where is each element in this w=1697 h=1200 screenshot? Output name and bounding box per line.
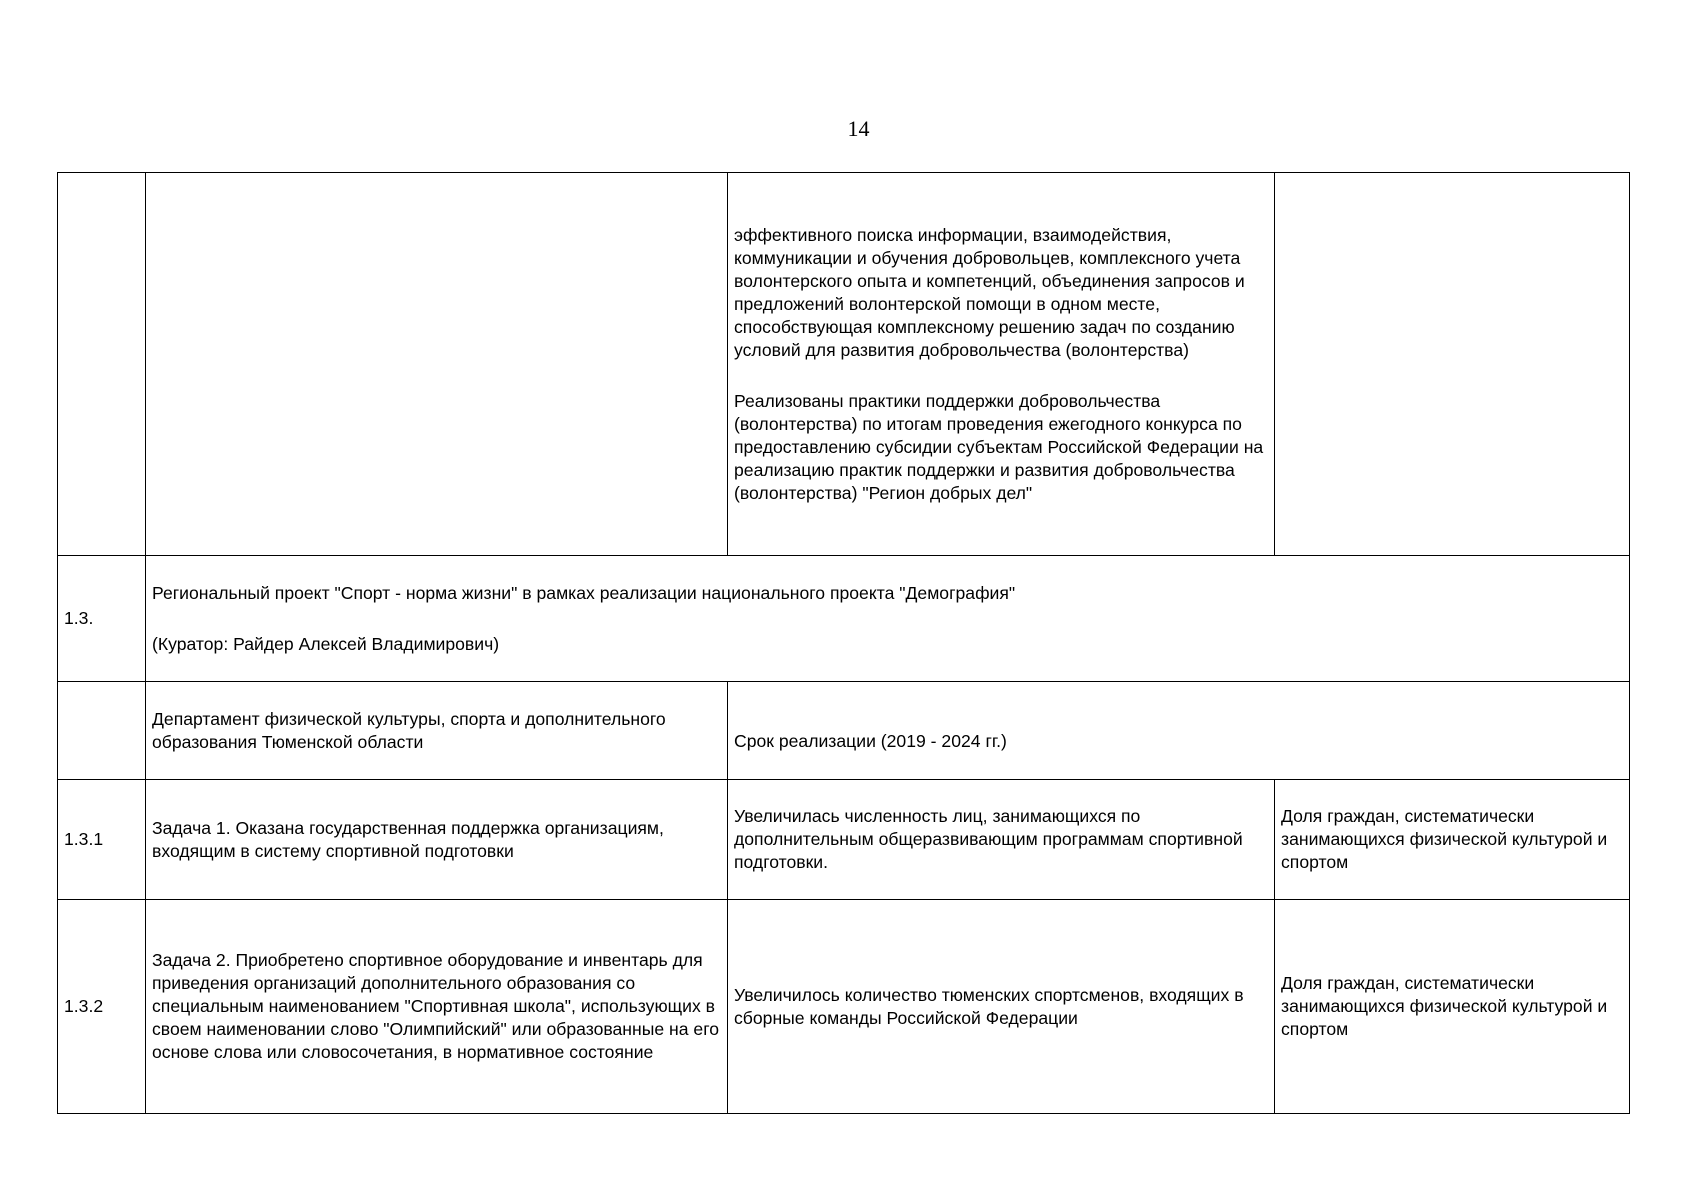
indicator-cell: Доля граждан, систематически занимающихся физической культурой и спортом xyxy=(1275,780,1630,900)
project-title: Региональный проект "Спорт - норма жизни" в рамках реализации национального проекта "Демография" xyxy=(152,582,1016,603)
result-paragraph: эффективного поиска информации, взаимодействия, коммуникации и обучения добровольцев, комплексного учета волонтерского опыта и компетенций, объединения запросов и предложений волонтерской помощи в одном месте, способствующая комплексному решению задач по созданию условий для развития добровольчества (волонтерства) xyxy=(734,224,1245,360)
result-cell: Увеличилась численность лиц, занимающихся по дополнительным общеразвивающим программам спортивной подготовки. xyxy=(728,780,1275,900)
project-curator: (Куратор: Райдер Алексей Владимирович) xyxy=(152,633,500,654)
row-number-cell: 1.3.2 xyxy=(58,900,146,1114)
indicator-cell: Доля граждан, систематически занимающихся физической культурой и спортом xyxy=(1275,900,1630,1114)
result-cell: Увеличилось количество тюменских спортсменов, входящих в сборные команды Российской Федерации xyxy=(728,900,1275,1114)
task-cell xyxy=(146,173,728,556)
row-number-cell xyxy=(58,682,146,780)
term-cell: Срок реализации (2019 - 2024 гг.) xyxy=(728,682,1630,780)
result-paragraph: Реализованы практики поддержки добровольчества (волонтерства) по итогам проведения ежегодного конкурса по предоставлению субсидии субъектам Российской Федерации на реализацию практик поддержки и развития добровольчества (волонтерства) "Регион добрых дел" xyxy=(734,390,1264,503)
task-cell: Задача 1. Оказана государственная поддержка организациям, входящим в систему спортивной подготовки xyxy=(146,780,728,900)
department-cell: Департамент физической культуры, спорта и дополнительного образования Тюменской области xyxy=(146,682,728,780)
table-row-responsible xyxy=(58,682,1630,780)
table-row-task1 xyxy=(58,780,1630,900)
table-row-project xyxy=(58,556,1630,682)
result-cell xyxy=(728,173,1275,556)
task-cell: Задача 2. Приобретено спортивное оборудование и инвентарь для приведения организаций дополнительного образования со специальным наименованием "Спортивная школа", использующих в своем наименовании слово "Олимпийский" или образованные на его основе слова или словосочетания, в нормативное состояние xyxy=(146,900,728,1114)
row-number-cell: 1.3. xyxy=(58,556,146,682)
program-table xyxy=(57,172,1630,1114)
table-row-continuation xyxy=(58,173,1630,556)
row-number-cell xyxy=(58,173,146,556)
page-number: 14 xyxy=(847,116,870,141)
row-number-cell: 1.3.1 xyxy=(58,780,146,900)
project-cell xyxy=(146,556,1630,682)
indicator-cell xyxy=(1275,173,1630,556)
table-row-task2 xyxy=(58,900,1630,1114)
